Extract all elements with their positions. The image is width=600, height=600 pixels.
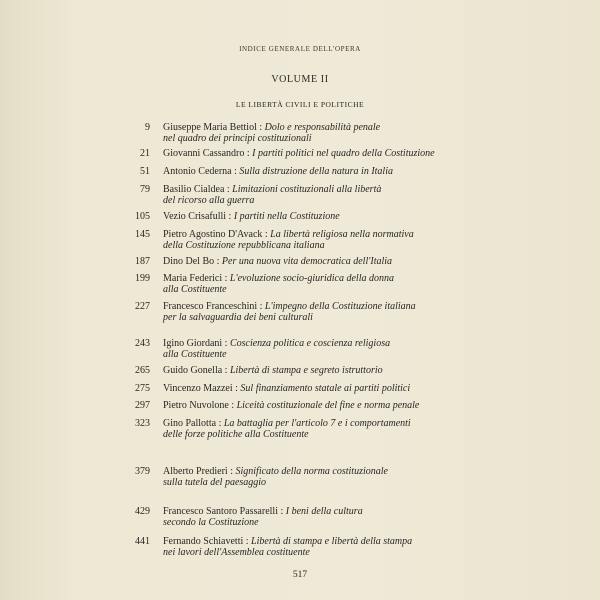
entry-page-number: 379 — [135, 466, 150, 477]
page-number: 517 — [292, 570, 308, 580]
entry-page-number: 243 — [135, 338, 150, 349]
entry-author: Guido Gonella — [163, 365, 223, 376]
entry-author: Pietro Nuvolone — [163, 400, 229, 411]
entry-page-number: 429 — [135, 506, 150, 517]
entry-title-continued: per la salvaguardia dei beni culturali — [163, 312, 313, 323]
entry-author: Alberto Predieri — [163, 466, 228, 477]
entry-author: Pietro Agostino D'Avack — [163, 229, 263, 240]
entry-title-continued: nel quadro dei principi costituzionali — [163, 133, 312, 144]
entry-page-number: 187 — [135, 256, 150, 267]
entry-title: I partiti politici nel quadro della Costituzione — [252, 148, 435, 159]
entry-title-continued: alla Costituente — [163, 349, 227, 360]
entry-page-number: 441 — [135, 536, 150, 547]
entry-page-number: 9 — [145, 122, 150, 133]
entry-title-continued: alla Costituente — [163, 284, 227, 295]
entry-author: Giovanni Cassandro — [163, 148, 245, 159]
entry-author: Dino Del Bo — [163, 256, 215, 267]
entry-page-number: 199 — [135, 273, 150, 284]
entry-title: Libertà di stampa e libertà della stampa — [251, 536, 413, 547]
entry-author: Antonio Cederna — [163, 166, 232, 177]
volume-heading: VOLUME II — [271, 74, 329, 85]
entry-title: Limitazioni costituzionali alla libertà — [232, 184, 382, 195]
entry-author: Francesco Santoro Passarelli — [163, 506, 278, 517]
entry-title-continued: del ricorso alla guerra — [163, 195, 255, 206]
entry-author: Vezio Crisafulli — [163, 211, 227, 222]
running-head: INDICE GENERALE DELL'OPERA — [239, 45, 361, 53]
entry-author: Basilio Cialdea — [163, 184, 225, 195]
entry-author: Fernando Schiavetti — [163, 536, 244, 547]
entry-title: I partiti nella Costituzione — [233, 211, 340, 222]
entry-author: Igino Giordani — [163, 338, 223, 349]
book-page: INDICE GENERALE DELL'OPERA VOLUME II LE LIBERTÀ CIVILI E POLITICHE 9 Giuseppe Maria Bettiol : Dolo e responsabilità penale nel quadro dei principi costituzionali 21 Giovanni Cassandro : I partiti politici nel quadro della Costituzione 51 Antonio Cederna : Sulla distruzione della natura in Italia 79 Basilio Cialdea : Limitazioni costituzionali alla libertà del ricorso alla guerra 105 Vezio Crisafulli : I partiti nella Costituzione 145 Pietro Agostino D'Avack : La libertà religiosa nella normativa della Costituzione repubblicana italiana 187 Dino Del Bo : Per una nuova vita democratica dell'Italia 199 Maria Federici : L'evoluzione socio-giuridica della donna alla Costituente 227 Francesco Franceschini : L'impegno della Costituzione italiana per la salvaguardia dei beni culturali 243 Igino Giordani : Coscienza politica e coscienza religiosa alla Costituente 265 Guido Gonella : Libertà di stampa e segreto istruttorio 275 Vincenzo Mazzei : Sul finanziamento statale ai partiti politici 297 Pietro Nuvolone : Liceità costituzionale del fine e norma penale 323 Gino Pallotta : La battaglia per l'articolo 7 e i comportamenti delle forze politiche alla Costituente 379 Alberto Predieri : Significato della norma costituzionale sulla tutela del paesaggio 429 Francesco Santoro Passarelli : I beni della cultura secondo la Costituzione 441 Fernando Schiavetti : Libertà di stampa e libertà della stampa nei lavori dell'Assemblea costituente 517 — [0, 0, 600, 600]
entry-page-number: 21 — [140, 148, 150, 159]
entry-author: Giuseppe Maria Bettiol — [163, 122, 257, 133]
entry-title: Libertà di stampa e segreto istruttorio — [229, 365, 383, 376]
entry-title: Significato della norma costituzionale — [235, 466, 388, 477]
entry-title: I beni della cultura — [285, 506, 363, 517]
entry-title: Coscienza politica e coscienza religiosa — [229, 338, 391, 349]
entry-author: Francesco Franceschini — [163, 301, 258, 312]
entry-author: Gino Pallotta — [163, 418, 217, 429]
entry-title-continued: nei lavori dell'Assemblea costituente — [163, 547, 310, 558]
entry-title: Liceità costituzionale del fine e norma penale — [236, 400, 420, 411]
entry-title-continued: sulla tutela del paesaggio — [163, 477, 267, 488]
entry-title-continued: delle forze politiche alla Costituente — [163, 429, 309, 440]
entry-page-number: 265 — [135, 365, 150, 376]
entry-title: L'impegno della Costituzione italiana — [264, 301, 416, 312]
entry-page-number: 227 — [135, 301, 150, 312]
entry-page-number: 297 — [135, 400, 150, 411]
entry-page-number: 275 — [135, 383, 150, 394]
entry-title: La battaglia per l'articolo 7 e i comportamenti — [223, 418, 411, 429]
entry-page-number: 145 — [135, 229, 150, 240]
entry-title-continued: della Costituzione repubblicana italiana — [163, 240, 325, 251]
entry-page-number: 105 — [135, 211, 150, 222]
entry-title-continued: secondo la Costituzione — [163, 517, 259, 528]
entry-page-number: 79 — [140, 184, 150, 195]
entry-title: Per una nuova vita democratica dell'Italia — [221, 256, 393, 267]
entry-page-number: 323 — [135, 418, 150, 429]
entry-title: Sulla distruzione della natura in Italia — [239, 166, 393, 177]
entry-author: Maria Federici — [163, 273, 223, 284]
entry-title: Dolo e responsabilità penale — [264, 122, 381, 133]
entry-page-number: 51 — [140, 166, 150, 177]
entry-author: Vincenzo Mazzei — [163, 383, 233, 394]
entry-title: Sul finanziamento statale ai partiti politici — [240, 383, 411, 394]
entry-title: L'evoluzione socio-giuridica della donna — [229, 273, 394, 284]
entry-title: La libertà religiosa nella normativa — [270, 229, 414, 240]
section-heading: LE LIBERTÀ CIVILI E POLITICHE — [235, 100, 365, 109]
